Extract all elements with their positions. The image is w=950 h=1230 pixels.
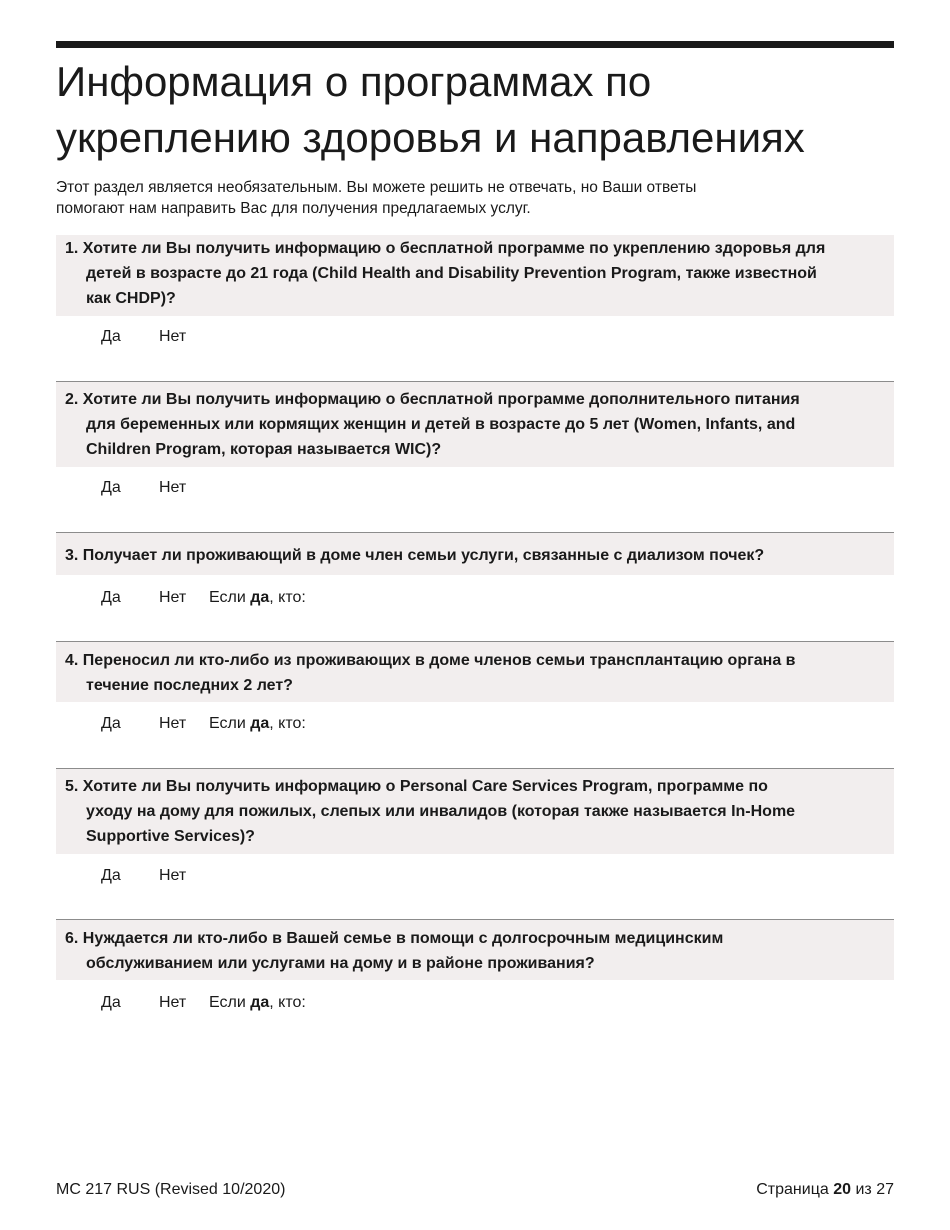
answer-yes[interactable]: Да [101, 867, 121, 884]
top-rule [56, 41, 894, 48]
answer-yes[interactable]: Да [101, 715, 121, 732]
if-prefix: Если [209, 715, 246, 732]
intro-line-2: помогают нам направить Вас для получения предлагаемых услуг. [56, 200, 531, 217]
question-1-answers [101, 327, 209, 347]
page-title-line-2: укреплению здоровья и направлениях [56, 114, 805, 161]
question-4-line-2: течение последних 2 лет? [86, 677, 293, 694]
question-6-answers [101, 993, 306, 1013]
page-mid: из [855, 1181, 872, 1198]
if-yes-bold: да [250, 994, 270, 1011]
answer-if-yes-who [209, 993, 306, 1013]
question-4-answers [101, 714, 306, 734]
question-5-answers [101, 866, 209, 886]
intro-line-1: Этот раздел является необязательным. Вы можете решить не отвечать, но Ваши ответы [56, 179, 697, 196]
answer-yes[interactable]: Да [101, 328, 121, 345]
question-3 [56, 532, 894, 575]
page-title-line-1: Информация о программах по [56, 58, 652, 105]
if-yes-bold: да [250, 589, 270, 606]
page-title [56, 54, 901, 166]
if-suffix: , кто: [269, 715, 306, 732]
if-yes-bold: да [250, 715, 270, 732]
question-5-line-1: 5. Хотите ли Вы получить информацию о Personal Care Services Program, программе по [65, 778, 768, 795]
answer-no[interactable]: Нет [159, 867, 187, 884]
intro-text [56, 177, 886, 219]
page-current: 20 [833, 1181, 852, 1198]
page-number [756, 1180, 894, 1200]
question-5-line-2: уходу на дому для пожилых, слепых или инвалидов (которая также называется In-Home [86, 803, 796, 820]
if-suffix: , кто: [269, 994, 306, 1011]
question-1-line-2: детей в возрасте до 21 года (Child Health and Disability Prevention Program, также известной [86, 265, 817, 282]
question-4-line-1: 4. Переносил ли кто-либо из проживающих в доме членов семьи трансплантацию органа в [65, 652, 796, 669]
if-prefix: Если [209, 589, 246, 606]
if-prefix: Если [209, 994, 246, 1011]
question-6-line-2: обслуживанием или услугами на дому и в районе проживания? [86, 955, 595, 972]
answer-yes[interactable]: Да [101, 589, 121, 606]
question-5-line-3: Supportive Services)? [86, 828, 255, 845]
answer-if-yes-who [209, 588, 306, 608]
question-1 [56, 235, 894, 316]
question-5 [56, 768, 894, 854]
answer-yes[interactable]: Да [101, 994, 121, 1011]
page-total: 27 [876, 1181, 894, 1198]
question-3-line-1: 3. Получает ли проживающий в доме член семьи услуги, связанные с диализом почек? [65, 547, 765, 564]
question-2-line-3: Children Program, которая называется WIC)? [86, 441, 442, 458]
question-1-line-3: как CHDP)? [86, 290, 176, 307]
question-3-answers [101, 588, 306, 608]
answer-if-yes-who [209, 714, 306, 734]
answer-yes[interactable]: Да [101, 479, 121, 496]
answer-no[interactable]: Нет [159, 589, 187, 606]
question-2-line-1: 2. Хотите ли Вы получить информацию о бесплатной программе дополнительного питания [65, 391, 800, 408]
page-prefix: Страница [756, 1181, 829, 1198]
answer-no[interactable]: Нет [159, 479, 187, 496]
answer-no[interactable]: Нет [159, 328, 187, 345]
form-id: MC 217 RUS (Revised 10/2020) [56, 1181, 286, 1198]
question-2-line-2: для беременных или кормящих женщин и детей в возрасте до 5 лет (Women, Infants, and [86, 416, 796, 433]
if-suffix: , кто: [269, 589, 306, 606]
question-1-line-1: 1. Хотите ли Вы получить информацию о бесплатной программе по укреплению здоровья для [65, 240, 826, 257]
question-2 [56, 381, 894, 467]
question-6 [56, 919, 894, 980]
question-4 [56, 641, 894, 702]
answer-no[interactable]: Нет [159, 715, 187, 732]
question-6-line-1: 6. Нуждается ли кто-либо в Вашей семье в помощи с долгосрочным медицинским [65, 930, 724, 947]
question-2-answers [101, 478, 209, 498]
answer-no[interactable]: Нет [159, 994, 187, 1011]
